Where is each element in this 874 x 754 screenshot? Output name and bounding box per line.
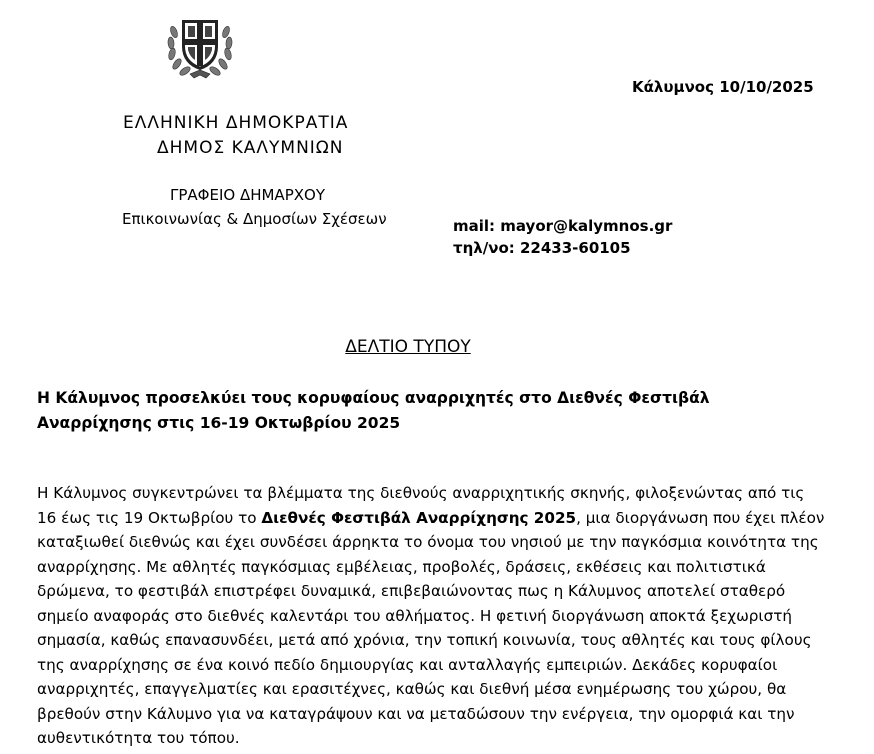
festival-name: Διεθνές Φεστιβάλ Αναρρίχησης 2025 (261, 508, 577, 527)
republic-name: ΕΛΛΗΝΙΚΗ ΔΗΜΟΚΡΑΤΙΑ (123, 113, 349, 133)
document-title: ΔΕΛΤΙΟ ΤΥΠΟΥ (345, 337, 471, 357)
contact-phone: τηλ/νο: 22433-60105 (453, 239, 631, 257)
office-name: ΓΡΑΦΕΙΟ ΔΗΜΑΡΧΟΥ (170, 186, 325, 204)
municipality-name: ΔΗΜΟΣ ΚΑΛΥΜΝΙΩΝ (157, 138, 344, 158)
body-paragraph (37, 481, 827, 751)
body-text-rest: , μια διοργάνωση που έχει πλέον καταξιωθεί διεθνώς και έχει συνδέσει άρρηκτα το όνομα του νησιού με την παγκόσμια κοινότητα της αναρρίχησης. Με αθλητές παγκόσμιας εμβέλειας, προβολές, δράσεις, εκθέσεις και πολιτιστικά δρώμενα, το φεστιβάλ επιστρέφει δυναμικά, επιβεβαιώνοντας πως η Κάλυμνος αποτελεί σταθερό σημείο αναφοράς στο διεθνές καλεντάρι του αθλήματος. Η φετινή διοργάνωση αποκτά ξεχωριστή σημασία, καθώς επανασυνδέει, μετά από χρόνια, την τοπική κοινωνία, τους αθλητές και τους φίλους της αναρρίχησης σε ένα κοινό πεδίο δημιουργίας και ανταλλαγής εμπειριών. Δεκάδες κορυφαίοι αναρριχητές, επαγγελματίες και ερασιτέχνες, καθώς και διεθνή μέσα ενημέρωσης του χώρου, θα βρεθούν στην Κάλυμνο για να καταγράψουν και να μεταδώσουν την ενέργεια, την ομορφιά και την αυθεντικότητα του τόπου. (37, 508, 825, 747)
document-date: Κάλυμνος 10/10/2025 (632, 78, 814, 96)
headline: Η Κάλυμνος προσελκύει τους κορυφαίους αναρριχητές στο Διεθνές Φεστιβάλ Αναρρίχησης στις 16-19 Οκτωβρίου 2025 (37, 389, 710, 432)
department-name: Επικοινωνίας & Δημοσίων Σχέσεων (122, 210, 387, 228)
contact-email: mail: mayor@kalymnos.gr (453, 217, 673, 235)
greek-coat-of-arms-icon (166, 12, 234, 80)
body-text-start: Η Κάλυμνος συγκεντρώνει τα βλέμματα της διεθνούς αναρριχητικής σκηνής, φιλοξενώντας από τις 16 έως τις 19 Οκτωβρίου το (37, 484, 805, 527)
